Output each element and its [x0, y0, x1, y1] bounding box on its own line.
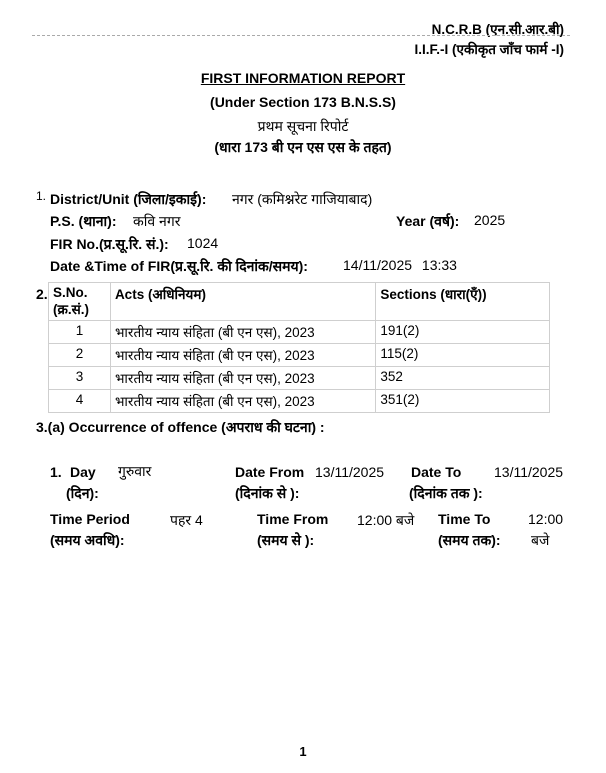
page-title-hindi: प्रथम सूचना रिपोर्ट [257, 118, 349, 134]
acts-table [48, 282, 550, 413]
page-subtitle: (Under Section 173 B.N.S.S) [210, 94, 396, 110]
police-station-value: कवि नगर [133, 213, 181, 229]
date-to-label: Date To [411, 464, 462, 480]
time-to-value: 12:00 [528, 511, 564, 527]
iif-header: I.I.F.-I (एकीकृत जाँच फार्म -I) [414, 42, 564, 57]
time-to-value-suffix: बजे [531, 532, 550, 548]
fir-datetime-value: 14/11/2025 13:33 [343, 257, 457, 273]
row-sno: 4 [49, 390, 111, 413]
time-period-value: पहर 4 [170, 512, 203, 528]
ncrb-header: N.C.R.B (एन.सी.आर.बी) [431, 22, 564, 37]
day-label: Day [70, 464, 96, 480]
fir-number-label: FIR No.(प्र.सू.रि. सं.): [50, 236, 169, 252]
section2-number: 2. [36, 286, 48, 302]
day-label-hindi: (दिन): [66, 485, 99, 501]
page-subtitle-hindi: (धारा 173 बी एन एस एस के तहत) [214, 139, 392, 155]
page-title: FIRST INFORMATION REPORT [200, 70, 406, 86]
fir-datetime-label: Date &Time of FIR(प्र.सू.रि. की दिनांक/समय): [50, 258, 308, 274]
sno-header-hindi: (क्र.सं.) [53, 302, 89, 317]
date-to-value: 13/11/2025 [494, 464, 564, 480]
time-to-label-hindi: (समय तक): [438, 532, 501, 548]
table-row [49, 390, 550, 413]
day-number: 1. [50, 464, 62, 480]
table-row [49, 321, 550, 344]
police-station-label: P.S. (थाना): [50, 213, 117, 229]
year-label: Year (वर्ष): [396, 213, 460, 229]
date-from-label-hindi: (दिनांक से ): [235, 485, 300, 501]
district-value: नगर (कमिश्नरेट गाजियाबाद) [232, 191, 373, 207]
section1-number: 1. [36, 189, 47, 203]
district-label: District/Unit (जिला/इकाई): [50, 191, 207, 207]
sno-header-label: S.No. [53, 285, 88, 300]
row-act: भारतीय न्याय संहिता (बी एन एस), 2023 [110, 390, 375, 413]
header-divider [32, 35, 570, 36]
date-from-label: Date From [235, 464, 305, 480]
time-from-label: Time From [257, 511, 329, 527]
fir-number-value: 1024 [187, 235, 219, 251]
row-sno: 2 [49, 344, 111, 367]
time-from-label-hindi: (समय से ): [257, 532, 315, 548]
row-act: भारतीय न्याय संहिता (बी एन एस), 2023 [110, 321, 375, 344]
row-sno: 1 [49, 321, 111, 344]
time-period-label-hindi: (समय अवधि): [50, 532, 125, 548]
row-section: 115(2) [376, 344, 550, 367]
sno-header [49, 283, 111, 321]
section3-heading: 3.(a) Occurrence of offence (अपराध की घटना) : [36, 419, 325, 435]
page-number: 1 [299, 744, 307, 759]
date-to-label-hindi: (दिनांक तक ): [409, 485, 483, 501]
row-section: 352 [376, 367, 550, 390]
time-to-label: Time To [438, 511, 491, 527]
date-from-value: 13/11/2025 [315, 464, 385, 480]
time-from-value: 12:00 बजे [357, 512, 415, 528]
acts-table-header [49, 283, 550, 321]
row-section: 191(2) [376, 321, 550, 344]
row-act: भारतीय न्याय संहिता (बी एन एस), 2023 [110, 344, 375, 367]
row-section: 351(2) [376, 390, 550, 413]
time-period-label: Time Period [50, 511, 130, 527]
table-row [49, 344, 550, 367]
year-value: 2025 [474, 212, 506, 228]
table-row [49, 367, 550, 390]
day-value: गुरुवार [118, 463, 152, 479]
row-sno: 3 [49, 367, 111, 390]
row-act: भारतीय न्याय संहिता (बी एन एस), 2023 [110, 367, 375, 390]
sections-header: Sections (धारा(एँ)) [376, 283, 550, 321]
acts-header: Acts (अधिनियम) [110, 283, 375, 321]
